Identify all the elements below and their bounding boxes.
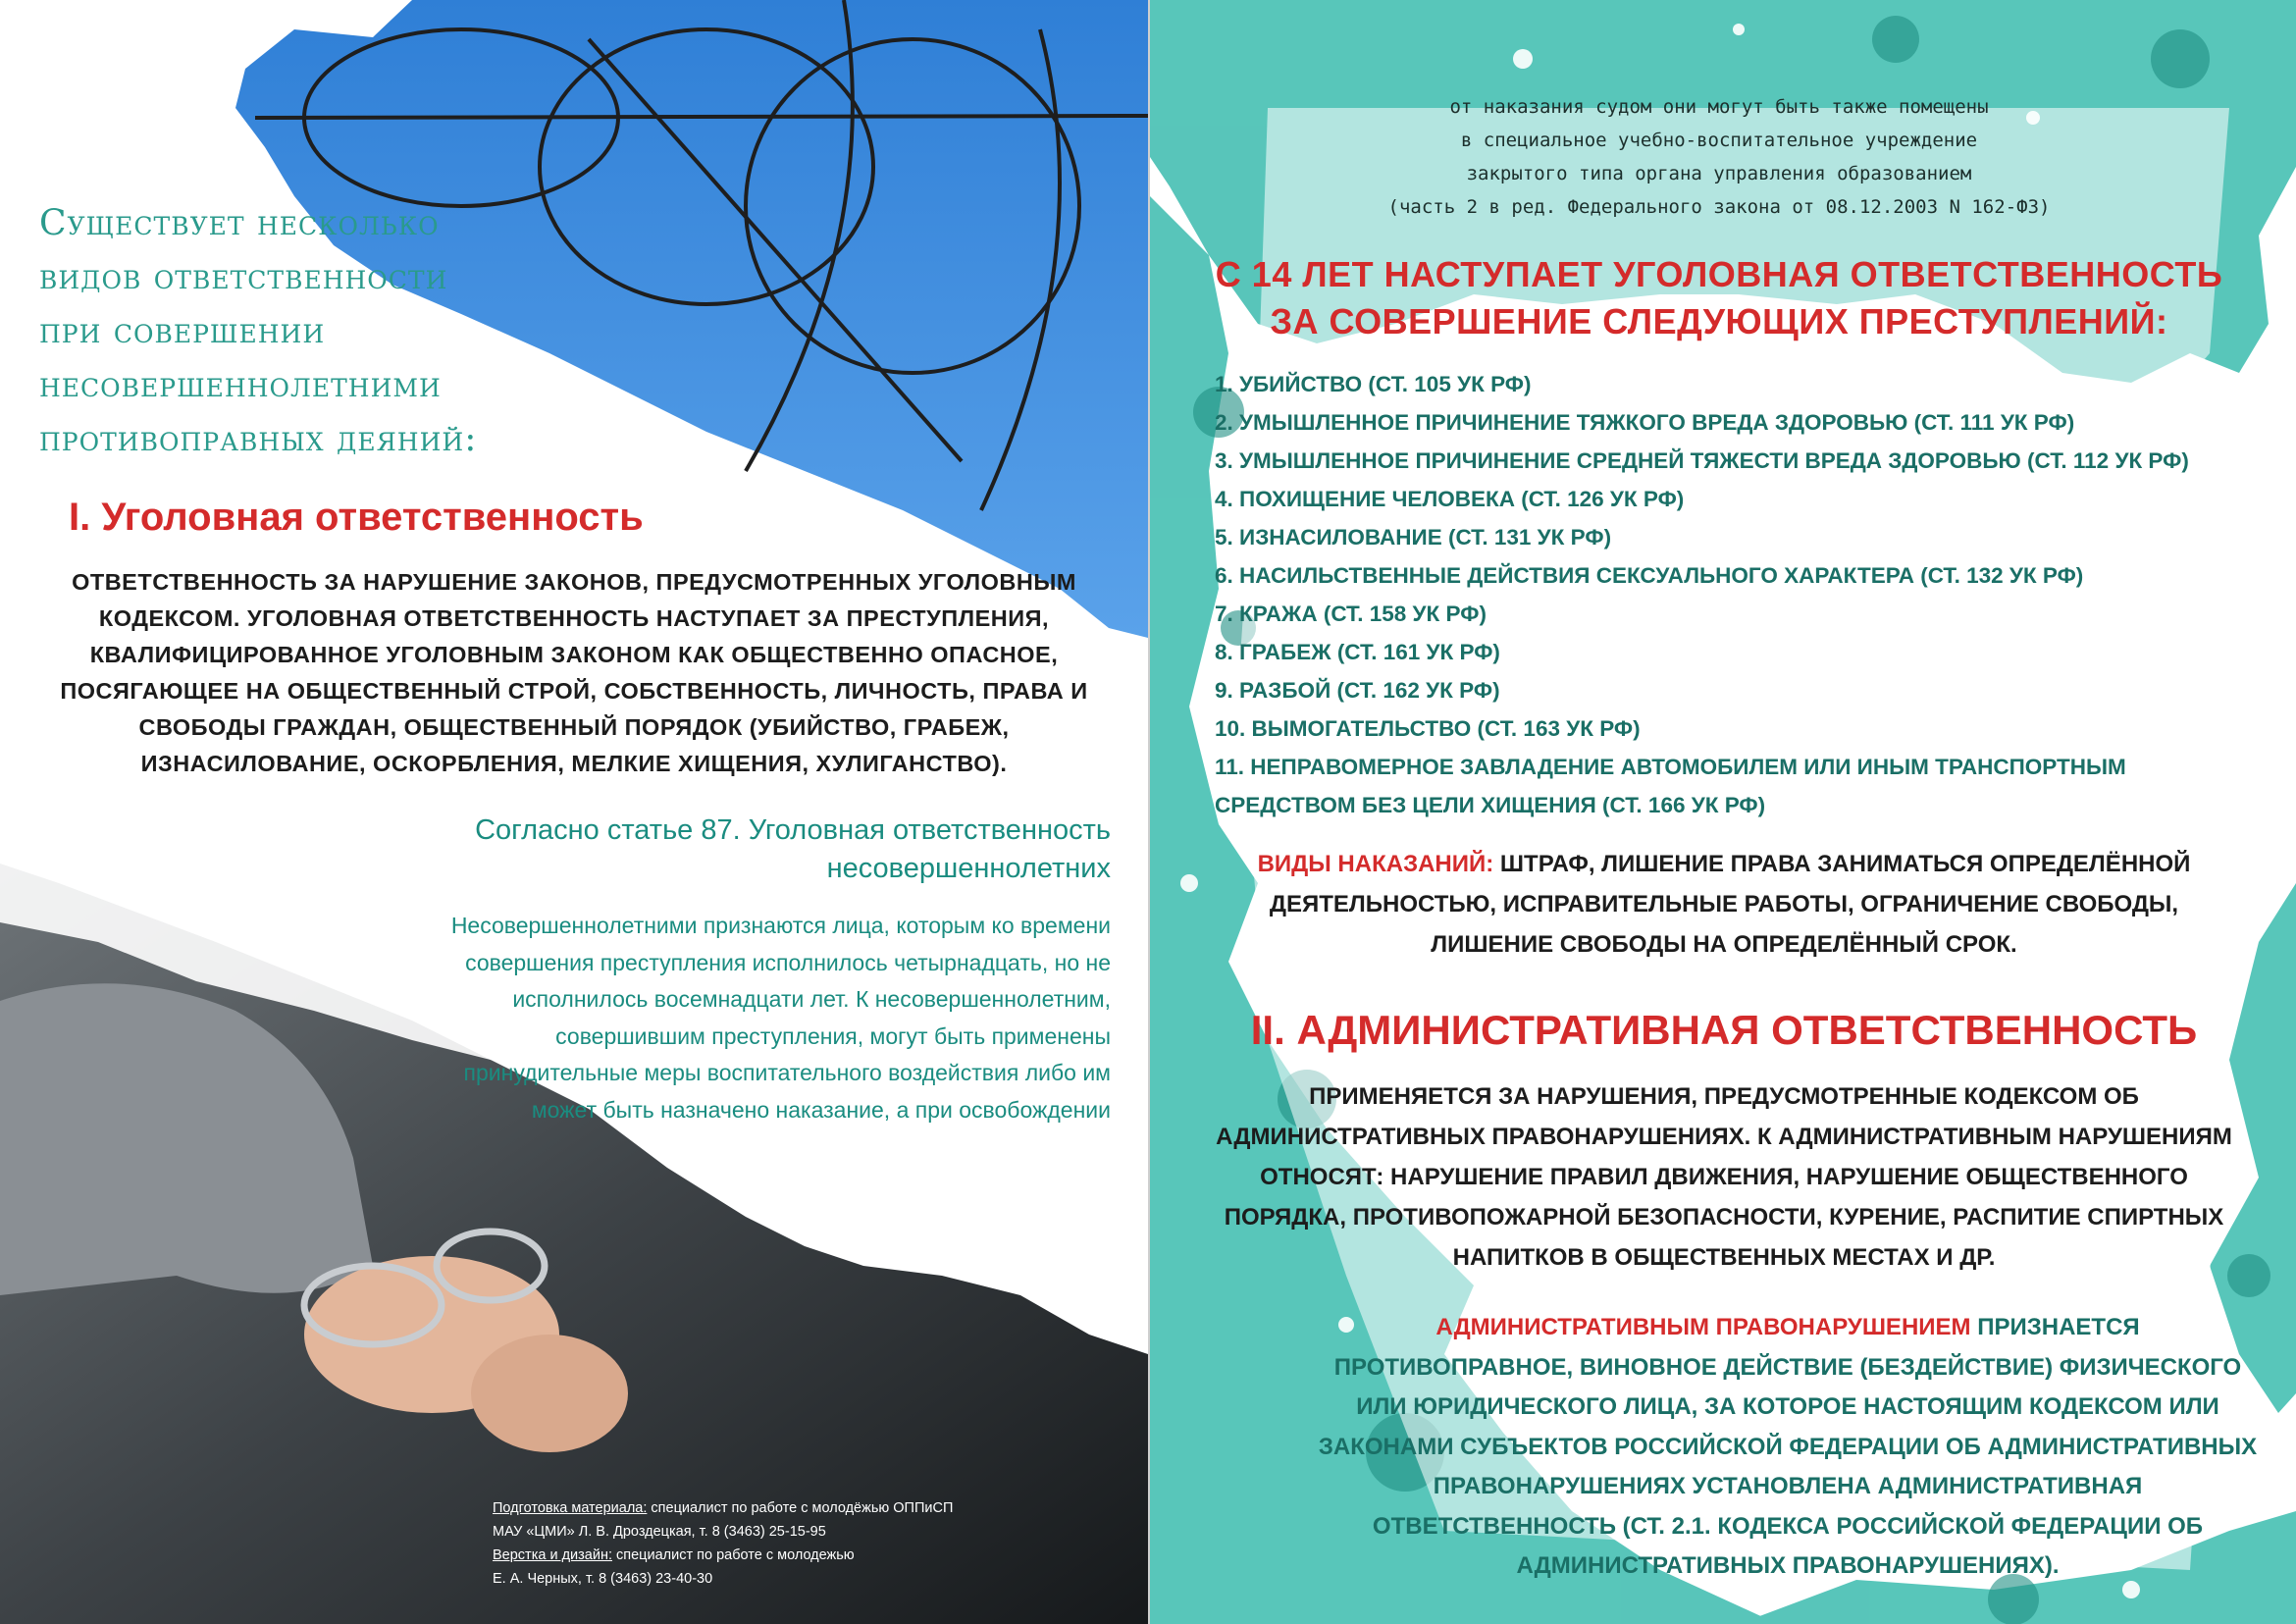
intro-line: противоправных деяний: — [39, 419, 478, 459]
list-item: 9. РАЗБОЙ (СТ. 162 УК РФ) — [1215, 678, 1500, 703]
continuation-line: (часть 2 в ред. Федерального закона от 08.12.2003 N 162-ФЗ) — [1387, 196, 2051, 218]
list-item: 3. УМЫШЛЕННОЕ ПРИЧИНЕНИЕ СРЕДНЕЙ ТЯЖЕСТИ ВРЕДА ЗДОРОВЬЮ (СТ. 112 УК РФ) — [1215, 448, 2189, 473]
adm-label: АДМИНИСТРАТИВНЫМ ПРАВОНАРУШЕНИЕМ — [1435, 1314, 1971, 1340]
article-body: Несовершеннолетними признаются лица, которым ко времени совершения преступления исполнилось четырнадцать, но не исполнилось восемнадцати лет. К несовершеннолетним, совершившим преступления, могут быть применены принудительные меры воспитательного воздействия либо им может быть назначено наказание, а при освобождении — [450, 913, 1111, 1123]
list-item: 11. НЕПРАВОМЕРНОЕ ЗАВЛАДЕНИЕ АВТОМОБИЛЕМ ИЛИ ИНЫМ ТРАНСПОРТНЫМ — [1215, 755, 2126, 779]
punishment-label: ВИДЫ НАКАЗАНИЙ: — [1257, 851, 1494, 877]
list-item: 1. УБИЙСТВО (СТ. 105 УК РФ) — [1215, 372, 1532, 396]
section1-body: ОТВЕТСТВЕННОСТЬ ЗА НАРУШЕНИЕ ЗАКОНОВ, ПРЕДУСМОТРЕННЫХ УГОЛОВНЫМ КОДЕКСОМ. УГОЛОВНАЯ ОТВЕТСТВЕННОСТЬ НАСТУПАЕТ ЗА ПРЕСТУПЛЕНИЯ, КВАЛИФИЦИРОВАННОЕ УГОЛОВНЫМ ЗАКОНОМ КАК ОБЩЕСТВЕННО ОПАСНОЕ, ПОСЯГАЮЩЕЕ НА ОБЩЕСТВЕННЫЙ СТРОЙ, СОБСТВЕННОСТЬ, ЛИЧНОСТЬ, ПРАВА И СВОБОДЫ ГРАЖДАН, ОБЩЕСТВЕННЫЙ ПОРЯДОК (УБИЙСТВО, ГРАБЕЖ, ИЗНАСИЛОВАНИЕ, ОСКОРБЛЕНИЯ, МЕЛКИЕ ХИЩЕНИЯ, ХУЛИГАНСТВО). — [60, 569, 1088, 776]
section2-body: ПРИМЕНЯЕТСЯ ЗА НАРУШЕНИЯ, ПРЕДУСМОТРЕННЫЕ КОДЕКСОМ ОБ АДМИНИСТРАТИВНЫХ ПРАВОНАРУШЕНИЯХ. К АДМИНИСТРАТИВНЫМ НАРУШЕНИЯМ ОТНОСЯТ: НАРУШЕНИЕ ПРАВИЛ ДВИЖЕНИЯ, НАРУШЕНИЕ ОБЩЕСТВЕННОГО ПОРЯДКА, ПРОТИВОПОЖАРНОЙ БЕЗОПАСНОСТИ, КУРЕНИЕ, РАСПИТИЕ СПИРТНЫХ НАПИТКОВ В ОБЩЕСТВЕННЫХ МЕСТАХ И ДР. — [1216, 1083, 2232, 1271]
intro-line: Существует несколько — [39, 203, 440, 243]
crimes-list — [1215, 365, 2274, 824]
credits-prep-org: МАУ «ЦМИ» Л. В. Дроздецкая, т. 8 (3463) 25-15-95 — [493, 1524, 826, 1540]
continuation-line: закрытого типа органа управления образованием — [1466, 163, 1972, 184]
credits-prep-text: специалист по работе с молодёжью ОППиСП — [647, 1500, 954, 1516]
right-page — [1150, 0, 2296, 1624]
list-item: 8. ГРАБЕЖ (СТ. 161 УК РФ) — [1215, 640, 1500, 664]
article-title: Согласно статье 87. Уголовная ответственность несовершеннолетних — [475, 814, 1111, 884]
adm-text: ПРИЗНАЕТСЯ ПРОТИВОПРАВНОЕ, ВИНОВНОЕ ДЕЙСТВИЕ (БЕЗДЕЙСТВИЕ) ФИЗИЧЕСКОГО ИЛИ ЮРИДИЧЕСКОГО ЛИЦА, ЗА КОТОРОЕ НАСТОЯЩИМ КОДЕКСОМ ИЛИ ЗАКОНАМИ СУБЪЕКТОВ РОССИЙСКОЙ ФЕДЕРАЦИИ ОБ АДМИНИСТРАТИВНЫХ ПРАВОНАРУШЕНИЯХ УСТАНОВЛЕНА АДМИНИСТРАТИВНАЯ ОТВЕТСТВЕННОСТЬ (СТ. 2.1. КОДЕКСА РОССИЙСКОЙ ФЕДЕРАЦИИ ОБ АДМИНИСТРАТИВНЫХ ПРАВОНАРУШЕНИЯХ). — [1318, 1314, 2258, 1579]
intro-line: при совершении — [39, 311, 326, 351]
list-item: 6. НАСИЛЬСТВЕННЫЕ ДЕЙСТВИЯ СЕКСУАЛЬНОГО ХАРАКТЕРА (СТ. 132 УК РФ) — [1215, 563, 2084, 588]
credits-design-name: Е. А. Черных, т. 8 (3463) 23-40-30 — [493, 1571, 713, 1587]
list-item: 7. КРАЖА (СТ. 158 УК РФ) — [1215, 602, 1487, 626]
list-item: 2. УМЫШЛЕННОЕ ПРИЧИНЕНИЕ ТЯЖКОГО ВРЕДА ЗДОРОВЬЮ (СТ. 111 УК РФ) — [1215, 410, 2075, 435]
punishment-types — [1209, 844, 2239, 965]
list-item: 5. ИЗНАСИЛОВАНИЕ (СТ. 131 УК РФ) — [1215, 525, 1612, 550]
list-item: СРЕДСТВОМ БЕЗ ЦЕЛИ ХИЩЕНИЯ (СТ. 166 УК РФ) — [1215, 793, 1766, 817]
intro-line: несовершеннолетними — [39, 365, 442, 405]
credits — [493, 1496, 1003, 1591]
age-title-line: ЗА СОВЕРШЕНИЕ СЛЕДУЮЩИХ ПРЕСТУПЛЕНИЙ: — [1270, 301, 2168, 341]
section2-title: II. АДМИНИСТРАТИВНАЯ ОТВЕТСТВЕННОСТЬ — [1250, 1007, 2198, 1053]
list-item: 10. ВЫМОГАТЕЛЬСТВО (СТ. 163 УК РФ) — [1215, 716, 1641, 741]
intro-line: видов ответственности — [39, 257, 448, 297]
continuation-line: в специальное учебно-воспитательное учреждение — [1460, 130, 1978, 151]
continuation-line: от наказания судом они могут быть также помещены — [1449, 96, 1989, 118]
section1-title: I. Уголовная ответственность — [69, 496, 644, 539]
continuation-text — [1209, 90, 2229, 224]
administrative-definition — [1317, 1308, 2259, 1587]
list-item: 4. ПОХИЩЕНИЕ ЧЕЛОВЕКА (СТ. 126 УК РФ) — [1215, 487, 1685, 511]
credits-design-text: специалист по работе с молодежью — [611, 1547, 855, 1563]
intro-text — [39, 196, 478, 466]
punishment-text: ШТРАФ, ЛИШЕНИЕ ПРАВА ЗАНИМАТЬСЯ ОПРЕДЕЛЁННОЙ ДЕЯТЕЛЬНОСТЬЮ, ИСПРАВИТЕЛЬНЫЕ РАБОТЫ, ОГРАНИЧЕНИЕ СВОБОДЫ, ЛИШЕНИЕ СВОБОДЫ НА ОПРЕДЕЛЁННЫЙ СРОК. — [1269, 851, 2191, 958]
age-title-line: С 14 ЛЕТ НАСТУПАЕТ УГОЛОВНАЯ ОТВЕТСТВЕННОСТЬ — [1215, 254, 2223, 294]
credits-design-label: Верстка и дизайн: — [493, 1547, 612, 1563]
credits-prep-label: Подготовка материала: — [493, 1500, 648, 1516]
age-title — [1209, 251, 2229, 345]
